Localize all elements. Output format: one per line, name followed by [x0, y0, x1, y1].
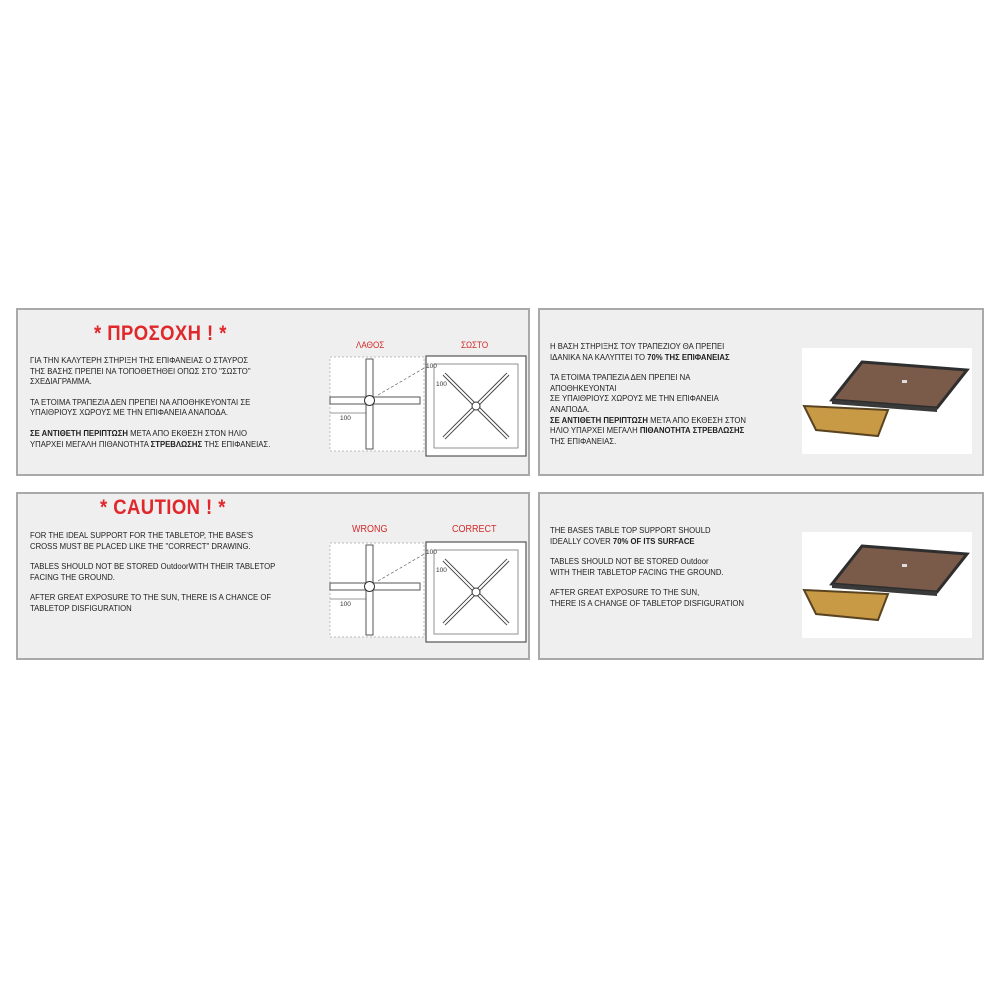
greek-warning-panel	[16, 308, 530, 476]
svg-text:100: 100	[340, 415, 351, 422]
svg-text:100: 100	[426, 549, 437, 556]
english-warning-panel	[16, 492, 530, 660]
svg-text:100: 100	[436, 381, 447, 388]
svg-text:100: 100	[340, 601, 351, 608]
greek-support-panel	[538, 308, 984, 476]
warning-title-greek: * ΠΡΟΣΟΧΗ ! *	[94, 322, 227, 345]
english-support-panel	[538, 492, 984, 660]
wrong-label-english: WRONG	[352, 524, 388, 535]
wrong-label-greek: ΛΑΘΟΣ	[356, 340, 385, 350]
svg-text:100: 100	[426, 363, 437, 370]
english-support-text: THE BASES TABLE TOP SUPPORT SHOULD IDEALLY COVER 70% OF ITS SURFACE TABLES SHOULD NOT BE STORED Outdoor WITH THEIR TABLETOP FACING THE GROUND. AFTER GREAT EXPOSURE TO THE SUN, THERE IS A CHANGE OF TABLETOP DISFIGURATION	[550, 525, 744, 608]
tabletop-photo-en	[802, 532, 972, 638]
greek-support-text: Η ΒΑΣΗ ΣΤΗΡΙΞΗΣ ΤΟΥ ΤΡΑΠΕΖΙΟΥ ΘΑ ΠΡΕΠΕΙ ΙΔΑΝΙΚΑ ΝΑ ΚΑΛΥΠΤΕΙ ΤΟ 70% ΤΗΣ ΕΠΙΦΑΝΕΙΑΣ ΤΑ ΕΤΟΙΜΑ ΤΡΑΠΕΖΙΑ ΔΕΝ ΠΡΕΠΕΙ ΝΑ ΑΠΟΘΗΚΕΥΟΝΤΑΙ ΣΕ ΥΠΑΙΘΡΙΟΥΣ ΧΩΡΟΥΣ ΜΕ ΤΗΝ ΕΠΙΦΑΝΕΙΑ ΑΝΑΠΟΔΑ. ΣΕ ΑΝΤΙΘΕΤΗ ΠΕΡΙΠΤΩΣΗ ΜΕΤΑ ΑΠΟ ΕΚΘΕΣΗ ΣΤΟΝ ΗΛΙΟ ΥΠΑΡΧΕΙ ΜΕΓΑΛΗ ΠΙΘΑΝΟΤΗΤΑ ΣΤΡΕΒΛΩΣΗΣ ΤΗΣ ΕΠΙΦΑΝΕΙΑΣ.	[550, 341, 747, 446]
tabletop-photo	[802, 348, 972, 454]
wrong-cross-diagram-en	[328, 541, 428, 641]
correct-label-english: CORRECT	[452, 524, 497, 535]
correct-label-greek: ΣΩΣΤΟ	[461, 340, 489, 350]
correct-cross-diagram	[424, 354, 528, 458]
greek-warning-text: ΓΙΑ ΤΗΝ ΚΑΛΥΤΕΡΗ ΣΤΗΡΙΞΗ ΤΗΣ ΕΠΙΦΑΝΕΙΑΣ Ο ΣΤΑΥΡΟΣ ΤΗΣ ΒΑΣΗΣ ΠΡΕΠΕΙ ΝΑ ΤΟΠΟΘΕΤΗΘΕΙ ΟΠΩΣ ΣΤΟ "ΣΩΣΤΟ" ΣΧΕΔΙΑΓΡΑΜΜΑ. ΤΑ ΕΤΟΙΜΑ ΤΡΑΠΕΖΙΑ ΔΕΝ ΠΡΕΠΕΙ ΝΑ ΑΠΟΘΗΚΕΥΟΝΤΑΙ ΣΕ ΥΠΑΙΘΡΙΟΥΣ ΧΩΡΟΥΣ ΜΕ ΤΗΝ ΕΠΙΦΑΝΕΙΑ ΑΝΑΠΟΔΑ. ΣΕ ΑΝΤΙΘΕΤΗ ΠΕΡΙΠΤΩΣΗ ΜΕΤΑ ΑΠΟ ΕΚΘΕΣΗ ΣΤΟΝ ΗΛΙΟ ΥΠΑΡΧΕΙ ΜΕΓΑΛΗ ΠΙΘΑΝΟΤΗΤΑ ΣΤΡΕΒΛΩΣΗΣ ΤΗΣ ΕΠΙΦΑΝΕΙΑΣ.	[30, 355, 271, 449]
warning-title-english: * CAUTION ! *	[100, 496, 226, 519]
english-warning-text: FOR THE IDEAL SUPPORT FOR THE TABLETOP, THE BASE'S CROSS MUST BE PLACED LIKE THE "CORRECT" DRAWING. TABLES SHOULD NOT BE STORED OutdoorWITH THEIR TABLETOP FACING THE GROUND. AFTER GREAT EXPOSURE TO THE SUN, THERE IS A CHANCE OF TABLETOP DISFIGURATION	[30, 530, 276, 613]
svg-text:100: 100	[436, 567, 447, 574]
wrong-cross-diagram	[328, 355, 428, 455]
correct-cross-diagram-en	[424, 540, 528, 644]
